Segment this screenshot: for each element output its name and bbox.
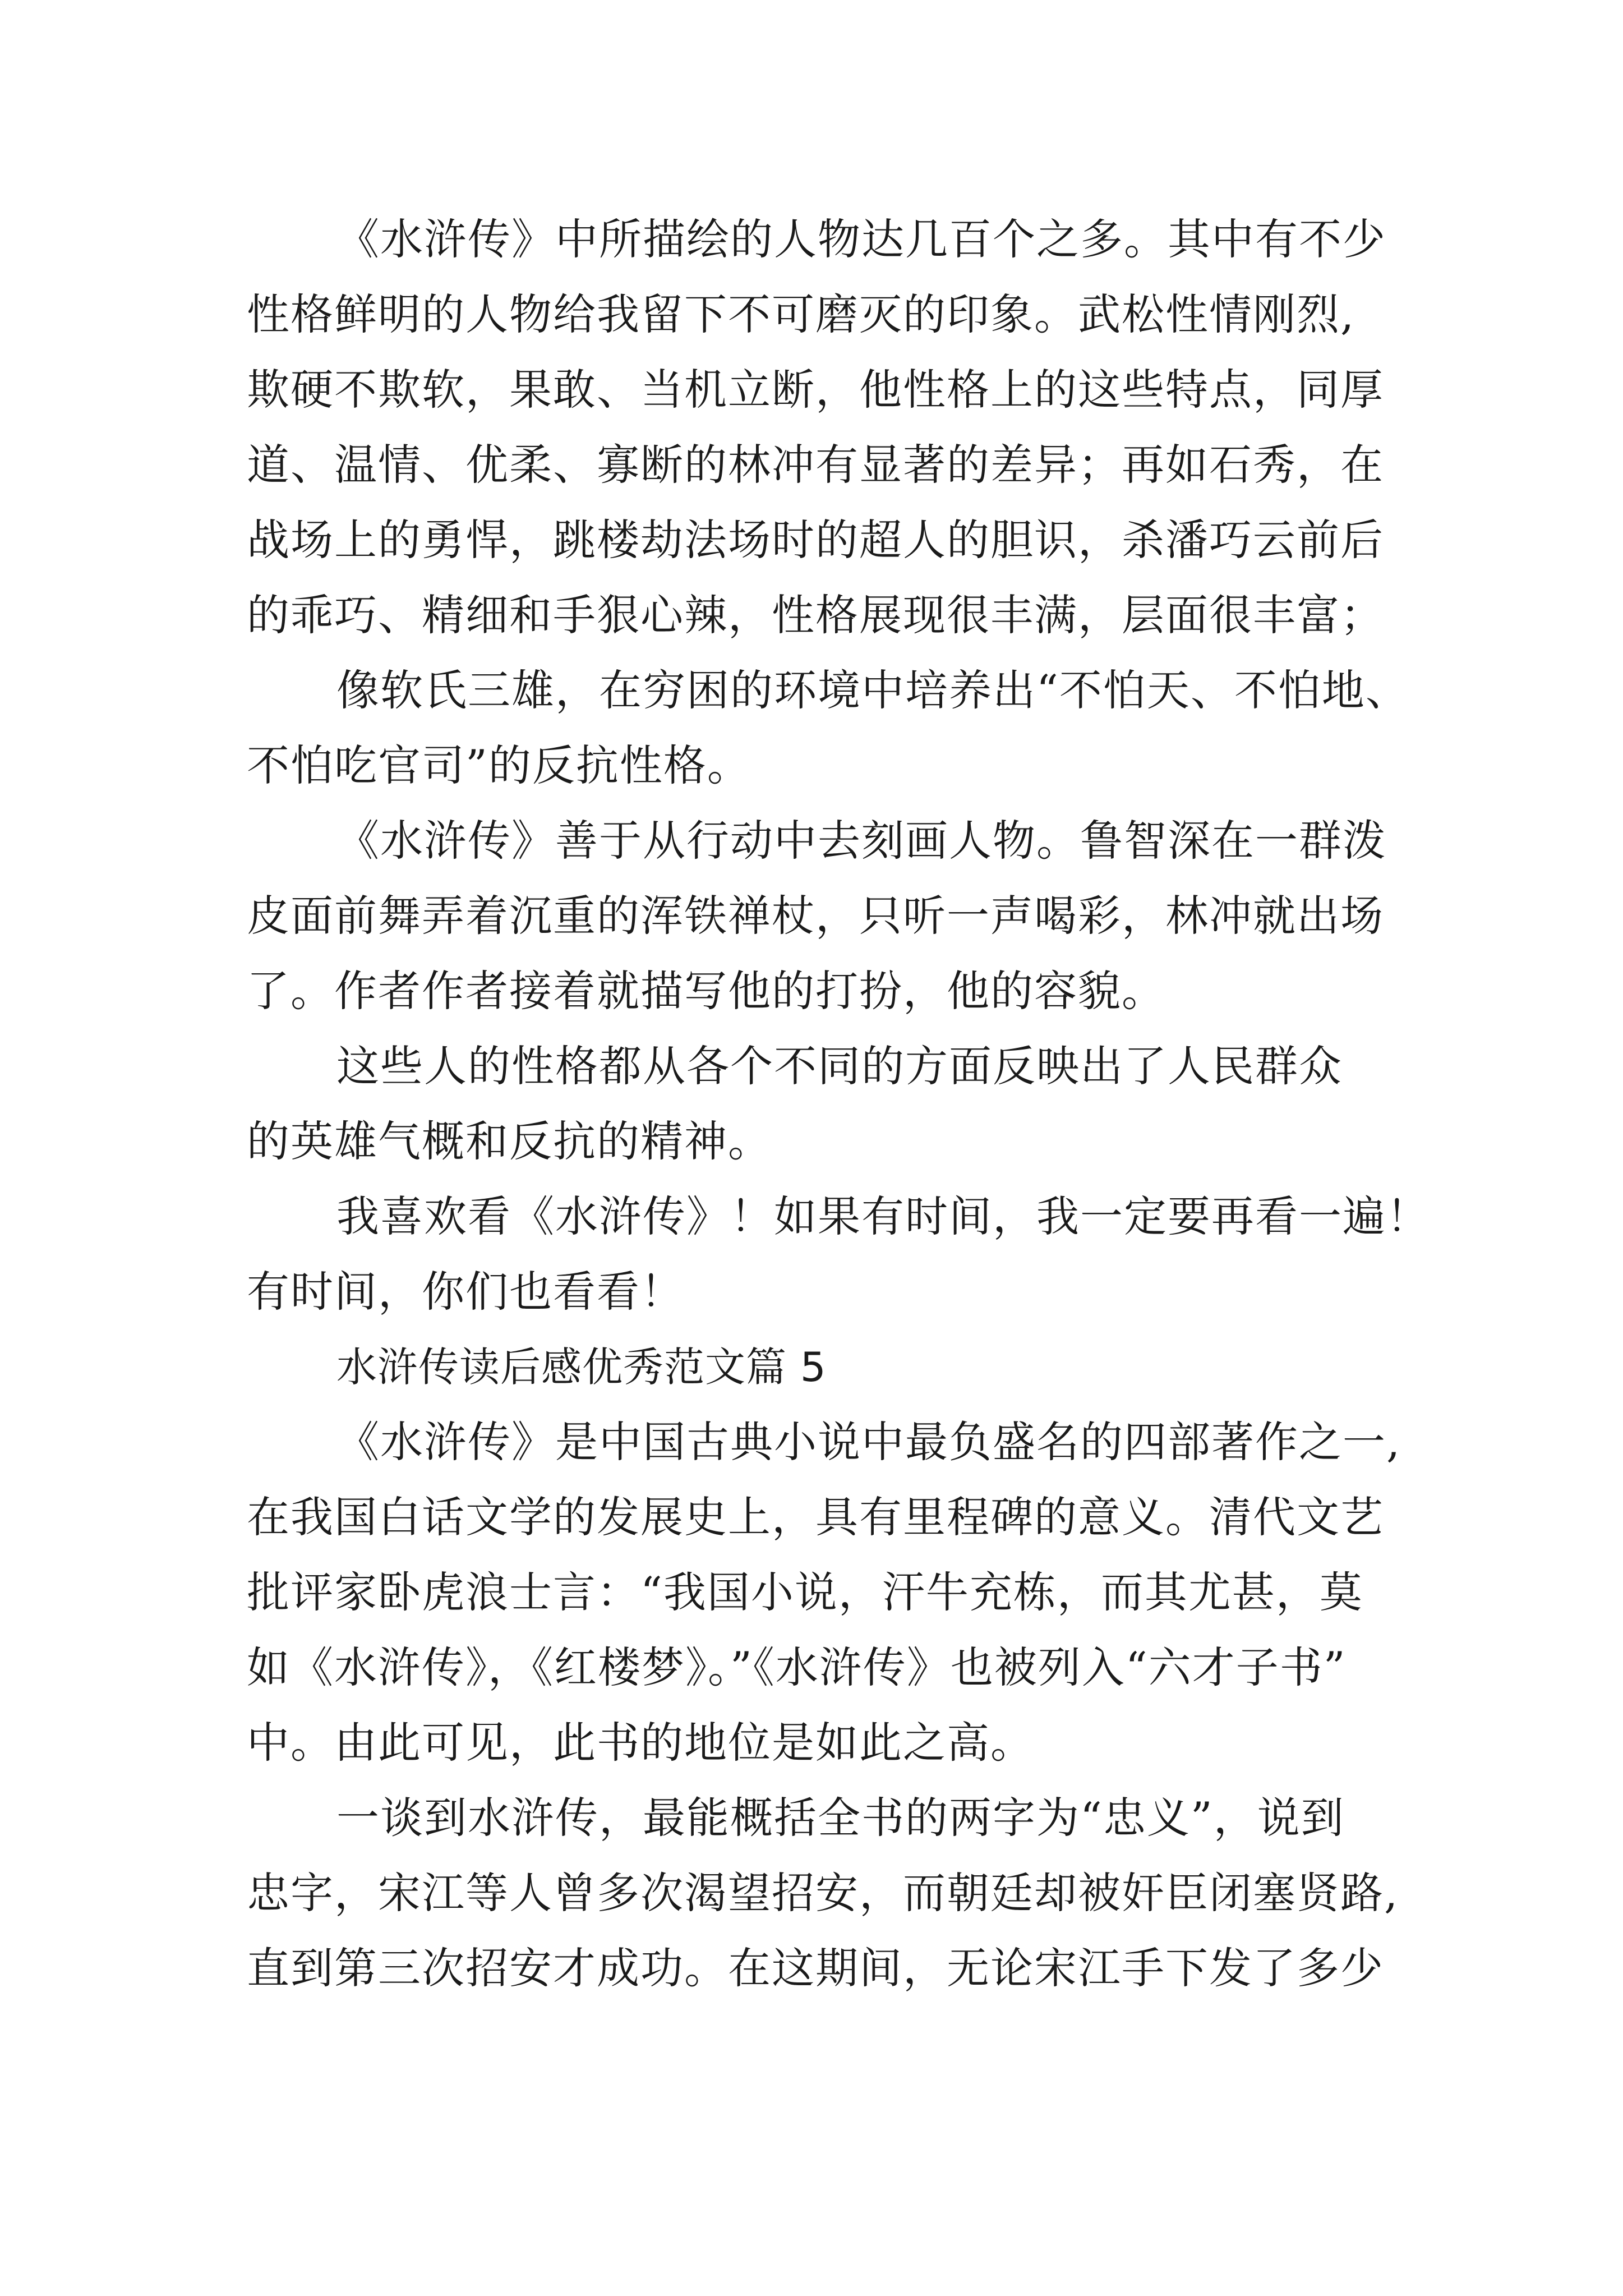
paragraph-ruan-brothers	[247, 653, 1409, 803]
text-line: 性格鲜明的人物给我留下不可磨灭的印象。武松性情刚烈,	[247, 289, 1355, 339]
paragraph-classic-novel	[247, 1405, 1401, 1780]
text-line: 欺硬不欺软，果敢、当机立断，他性格上的这些特点，同厚	[247, 365, 1384, 415]
text-line: 直到第三次招安才成功。在这期间，无论宋江手下发了多少	[247, 1943, 1384, 1993]
section-heading	[247, 1329, 1380, 1405]
paragraph-heroic-spirit	[247, 1029, 1380, 1179]
text-line: 有时间，你们也看看！	[247, 1267, 684, 1317]
text-line: 在我国白话文学的发展史上，具有里程碑的意义。清代文艺	[247, 1492, 1384, 1542]
paragraph-conclusion	[247, 1179, 1430, 1329]
text-line: 道、温情、优柔、寡断的林冲有显著的差异；再如石秀，在	[247, 440, 1384, 490]
text-line: 的英雄气概和反抗的精神。	[247, 1116, 772, 1166]
text-line: 批评家卧虎浪士言：“我国小说，汗牛充栋，而其尤甚，莫	[247, 1567, 1363, 1617]
text-line: 中。由此可见，此书的地位是如此之高。	[247, 1718, 1034, 1768]
text-line: 战场上的勇悍，跳楼劫法场时的超人的胆识，杀潘巧云前后	[247, 515, 1384, 565]
document-body	[247, 202, 1430, 2006]
text-line: 这些人的性格都从各个不同的方面反映出了人民群众	[336, 1041, 1343, 1091]
text-line: 的乖巧、精细和手狠心辣，性格展现很丰满，层面很丰富；	[247, 590, 1384, 640]
text-line: 《水浒传》中所描绘的人物达几百个之多。其中有不少	[336, 214, 1386, 264]
text-line: 我喜欢看《水浒传》！如果有时间，我一定要再看一遍！	[336, 1191, 1430, 1241]
paragraph-loyalty	[247, 1780, 1399, 2006]
text-line: 皮面前舞弄着沉重的浑铁禅杖，只听一声喝彩，林冲就出场	[247, 891, 1384, 941]
text-line: 忠字，宋江等人曾多次渴望招安，而朝廷却被奸臣闭塞贤路,	[247, 1868, 1399, 1918]
paragraph-characters	[247, 202, 1386, 653]
text-line: 如《水浒传》，《红楼梦》。”《水浒传》也被列入“六才子书”	[247, 1642, 1347, 1692]
text-line: 《水浒传》善于从行动中去刻画人物。鲁智深在一群泼	[336, 816, 1386, 866]
section-title: 水浒传读后感优秀范文篇 5	[336, 1343, 827, 1391]
text-line: 了。作者作者接着就描写他的打扮，他的容貌。	[247, 966, 1165, 1016]
text-line: 像软氏三雄，在穷困的环境中培养出“不怕天、不怕地、	[336, 665, 1409, 715]
paragraph-action-portrayal	[247, 803, 1386, 1029]
text-line: 《水浒传》是中国古典小说中最负盛名的四部著作之一,	[336, 1417, 1401, 1467]
text-line: 不怕吃官司”的反抗性格。	[247, 740, 751, 790]
text-line: 一谈到水浒传，最能概括全书的两字为“忠义”，说到	[336, 1793, 1345, 1843]
